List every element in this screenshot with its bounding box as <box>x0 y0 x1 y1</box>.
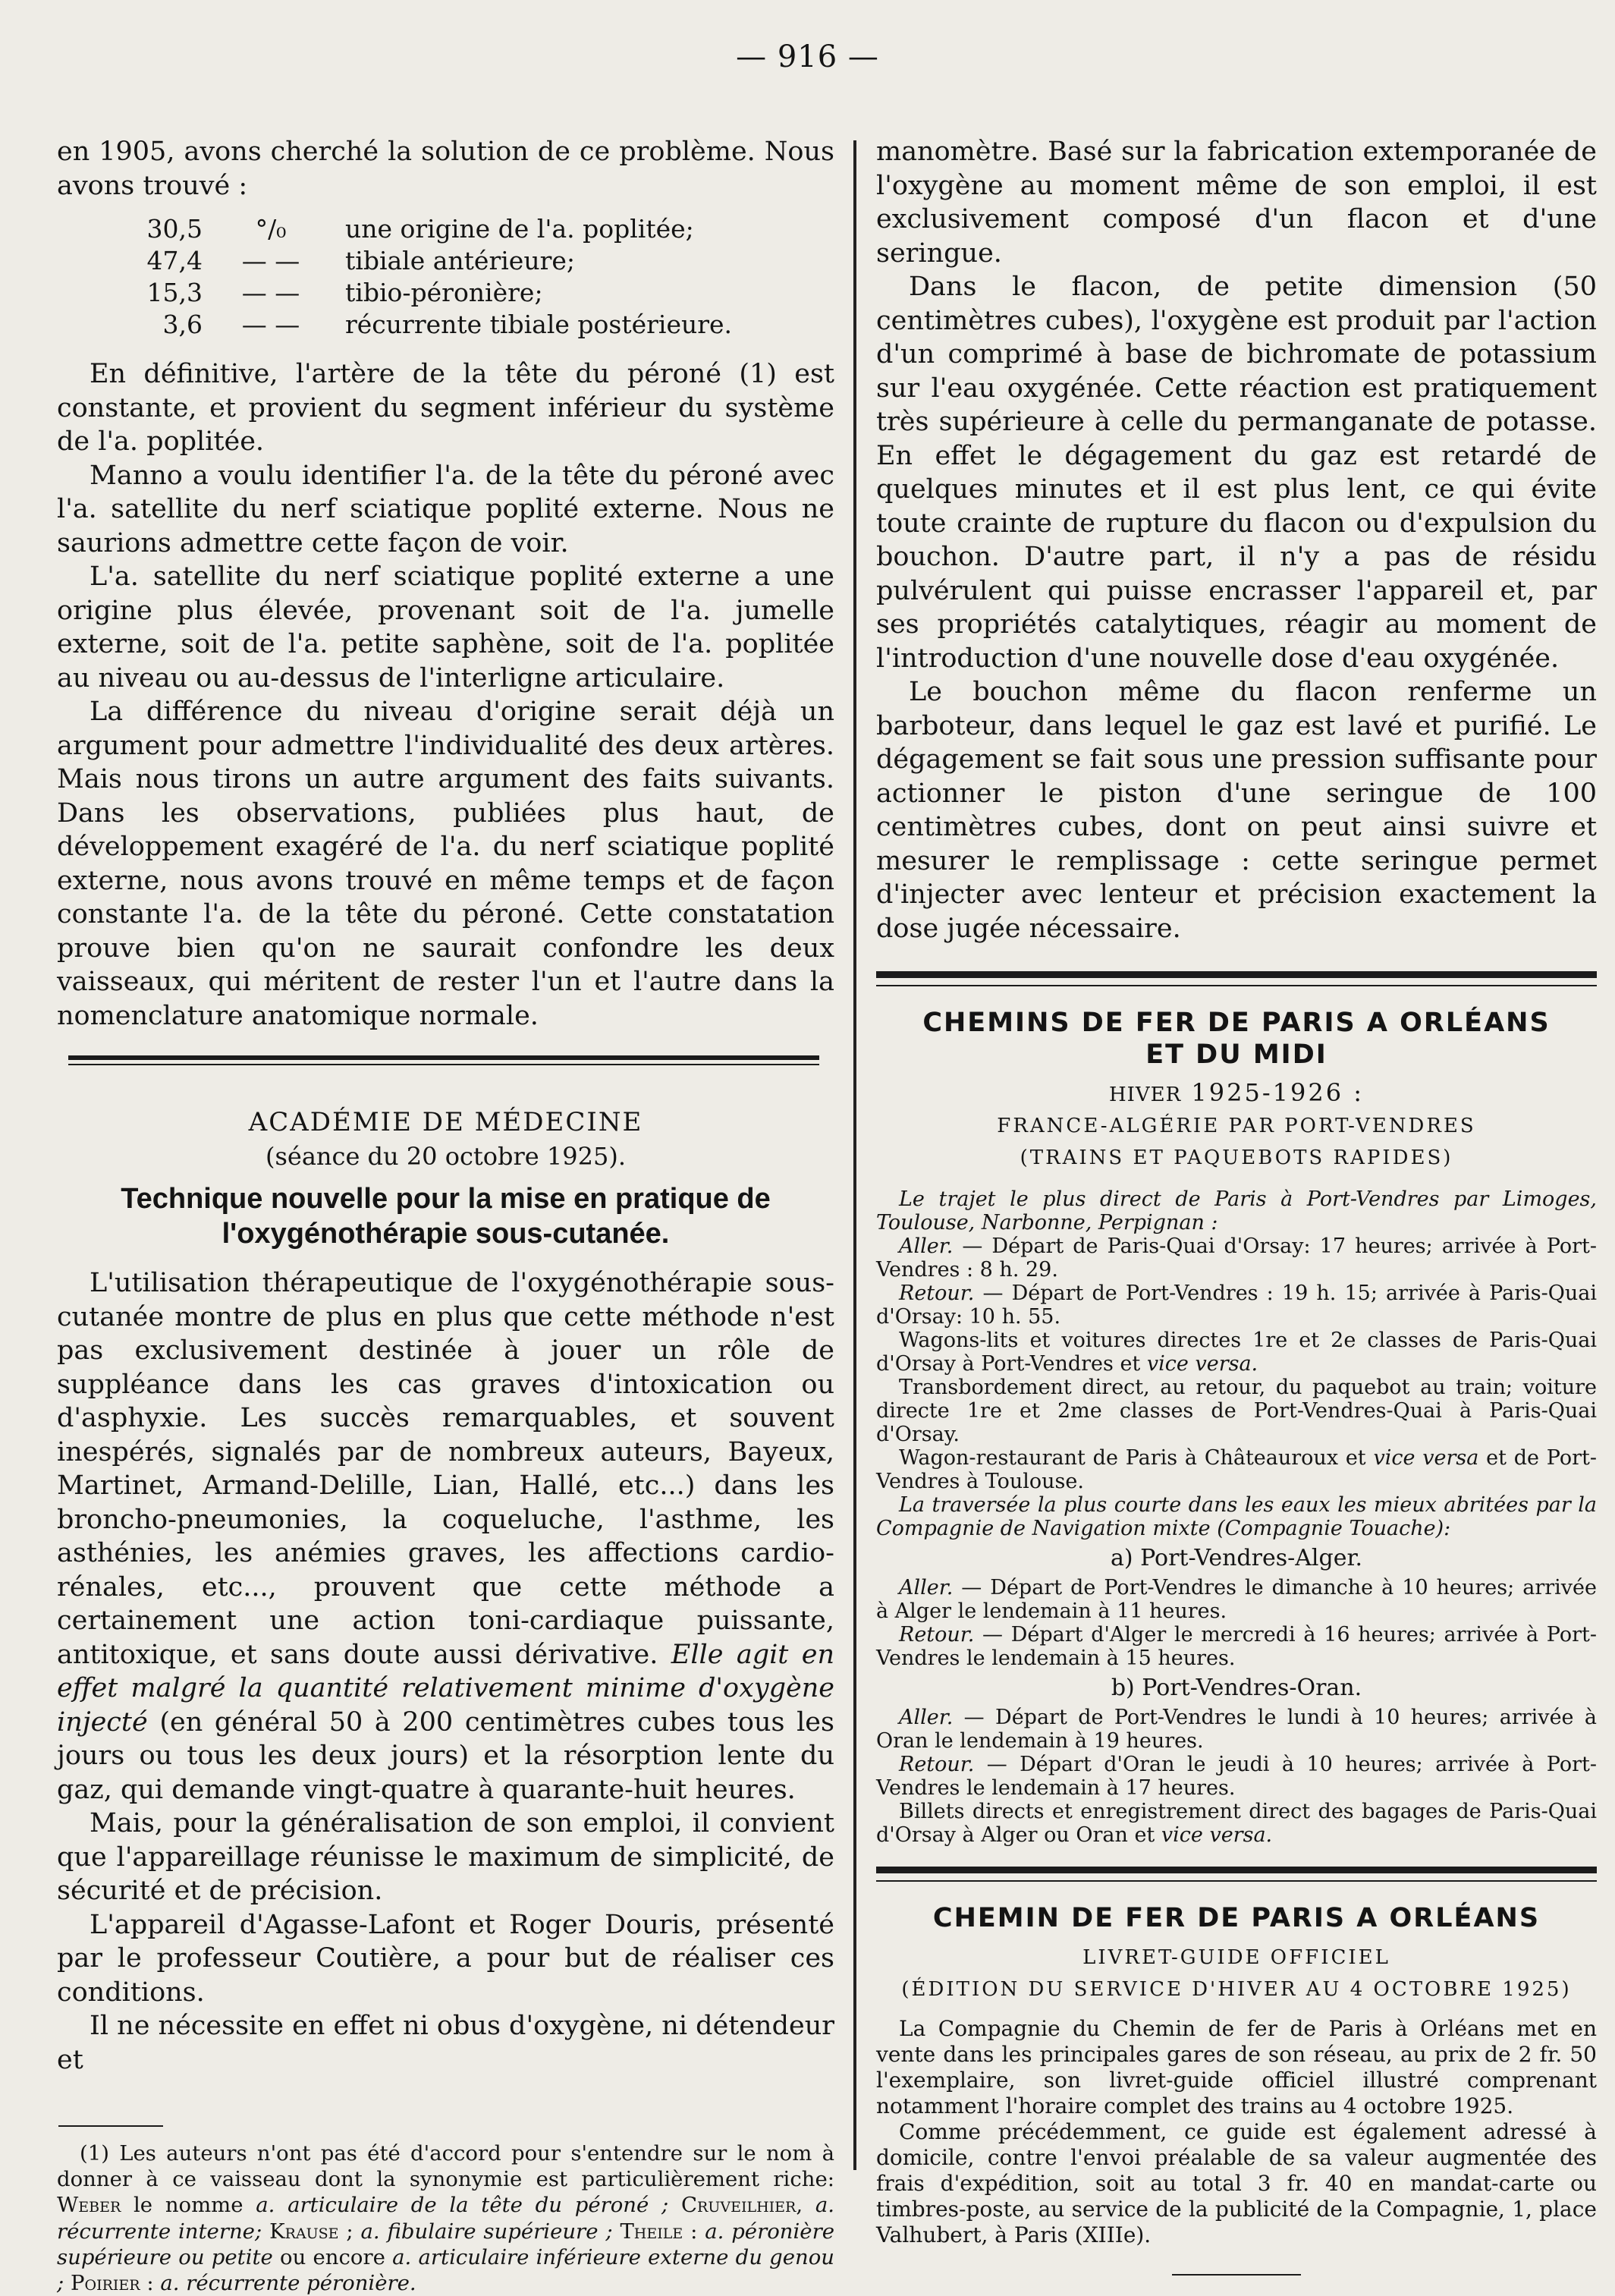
footnote-term: a. articulaire de la tête du péroné ; <box>256 2193 669 2218</box>
author-name: Cruveilhier, <box>681 2193 803 2218</box>
notice-paragraph <box>876 1706 1597 1753</box>
direction-label: Retour. <box>899 1282 975 1305</box>
notice-title: CHEMINS DE FER DE PARIS A ORLÉANS <box>922 1008 1551 1038</box>
table-row <box>127 309 732 341</box>
stat-label: tibio-péronière; <box>345 278 543 307</box>
footnote-text: ou encore <box>280 2244 385 2269</box>
schedule-text: — Départ de Port-Vendres le dimanche à 10 heures; arrivée à Alger le lendemain à 11 heures. <box>876 1576 1597 1623</box>
notice-text: et de Port-Vendres à Toulouse. <box>876 1446 1598 1493</box>
schedule-text: — Départ d'Alger le mercredi à 16 heures; arrivée à Port-Vendres le lendemain à 15 heures. <box>876 1623 1597 1670</box>
stat-percent: 15,3 <box>146 278 203 307</box>
schedule-text: — Départ d'Oran le jeudi à 10 heures; arrivée à Port-Vendres le lendemain à 17 heures. <box>876 1753 1597 1800</box>
article-paragraph: Il ne nécessite en effet ni obus d'oxygène, ni détendeur et <box>57 2011 834 2075</box>
notice-paragraph <box>876 1282 1597 1329</box>
railway-notice-guide <box>876 1902 1597 2276</box>
stat-label: tibiale antérieure; <box>345 246 575 275</box>
footnote-text: le nomme <box>134 2193 244 2218</box>
stat-percent: 3,6 <box>162 310 203 339</box>
footnote <box>57 2140 834 2296</box>
intro-paragraph: en 1905, avons cherché la solution de ce problème. Nous avons trouvé : <box>57 137 834 201</box>
stat-percent: 47,4 <box>146 246 203 275</box>
route-heading: a) Port-Vendres-Alger. <box>1110 1545 1363 1571</box>
notice-paragraph: La traversée la plus courte dans les eaux les mieux abritées par la Compagnie de Navigation mixte (Compagnie Touache): <box>876 1493 1597 1540</box>
column-divider <box>853 140 856 2170</box>
table-row <box>127 277 732 309</box>
notice-paragraph <box>876 1800 1597 1847</box>
stat-percent: 30,5 <box>146 214 203 244</box>
footnote-rule <box>58 2125 163 2127</box>
season-label: HIVER <box>1108 1084 1182 1106</box>
notice-subtitle: (ÉDITION DU SERVICE D'HIVER AU 4 OCTOBRE 1925) <box>901 1978 1572 2001</box>
notice-paragraph: Transbordement direct, au retour, du paquebot au train; voiture directe 1re et 2me classes de Port-Vendres-Quai à Paris-Quai d'Orsay. <box>876 1376 1597 1446</box>
table-row <box>127 213 732 245</box>
article-text: (en général 50 à 200 centimètres cubes tous les jours ou tous les deux jours) et la résorption lente du gaz, qui demande vingt-quatre à quarante-huit heures. <box>57 1706 834 1805</box>
notice-paragraph <box>876 1576 1597 1623</box>
stat-mark: — — <box>241 246 300 275</box>
schedule-text: — Départ de Port-Vendres : 19 h. 15; arrivée à Paris-Quai d'Orsay: 10 h. 55. <box>876 1282 1597 1329</box>
footnote-term: a. récurrente péronière. <box>160 2271 416 2296</box>
notice-italic: vice versa. <box>1146 1352 1258 1376</box>
section-divider <box>876 971 1597 978</box>
author-name: Theile : <box>620 2219 698 2244</box>
notice-paragraph: La Compagnie du Chemin de fer de Paris à Orléans met en vente dans les principales gares de son réseau, au prix de 2 fr. 50 l'exemplaire, son livret-guide officiel illustré comprenant notamment l'horaire complet des trains au 4 octobre 1925. <box>876 2016 1597 2118</box>
paragraph: La différence du niveau d'origine serait déjà un argument pour admettre l'individualité des deux artères. Mais nous tirons un autre argument des faits suivants. Dans les observations, publiées plus haut, de développement exagéré de l'a. du nerf sciatique poplité externe, nous avons trouvé en même temps et de façon constante l'a. de la tête du péroné. Cette constatation prouve bien qu'on ne saurait confondre les deux vaisseaux, qui méritent de rester l'un et l'autre dans la nomenclature anatomique normale. <box>57 697 834 1031</box>
footnote-term: a. fibulaire supérieure ; <box>360 2219 613 2244</box>
stat-mark: °/₀ <box>255 214 287 244</box>
author-name: Krause ; <box>269 2219 353 2244</box>
author-name: Weber <box>57 2193 121 2218</box>
paragraph: En définitive, l'artère de la tête du péroné (1) est constante, et provient du segment inférieur du système de l'a. poplitée. <box>57 359 834 457</box>
footnote-term: a. récurrente interne; <box>57 2193 834 2244</box>
article-title: Technique nouvelle pour la mise en pratique de l'oxygénothérapie sous-cutanée. <box>121 1183 771 1250</box>
article-text: L'utilisation thérapeutique de l'oxygénothérapie sous-cutanée montre de plus en plus que cette méthode n'est pas exclusivement destinée à jouer un rôle de suppléance dans les cas graves d'intoxication ou d'asphyxie. Les succès remarquables, et souvent inespérés, signalés par de nombreux auteurs, Bayeux, Martinet, Armand-Delille, Lian, Hallé, etc...) dans les broncho-pneumonies, la coqueluche, l'asthme, les asthénies, les anémies graves, les affections cardio-rénales, etc..., prouvent que cette méthode a certainement une action toni-cardiaque puissante, antitoxique, et sans doute aussi dérivative. <box>57 1268 834 1670</box>
notice-title: ET DU MIDI <box>1145 1039 1328 1070</box>
article-continuation: manomètre. Basé sur la fabrication extemporanée de l'oxygène au moment même de son emploi, il est exclusivement composé d'un flacon et d'une seringue. <box>876 137 1597 269</box>
article-paragraph: Le bouchon même du flacon renferme un barboteur, dans lequel le gaz est lavé et purifié. Le dégagement se fait sous une pression suffisante pour actionner le piston d'une seringue de 100 centimètres cubes, dont on peut ainsi suivre et mesurer le remplissage : cette seringue permet d'injecter avec lenteur et précision exactement la dose jugée nécessaire. <box>876 677 1597 944</box>
origin-statistics-table <box>127 213 732 341</box>
article-paragraph: Mais, pour la généralisation de son emploi, il convient que l'appareillage réunisse le maximum de simplicité, de sécurité et de précision. <box>57 1808 834 1906</box>
direction-label: Retour. <box>899 1753 975 1776</box>
notice-paragraph <box>876 1623 1597 1670</box>
notice-route-sub: (TRAINS ET PAQUEBOTS RAPIDES) <box>1020 1146 1453 1169</box>
notice-italic: vice versa. <box>1161 1823 1273 1847</box>
section-divider <box>876 1867 1597 1873</box>
end-rule <box>1172 2274 1301 2276</box>
direction-label: Retour. <box>899 1623 975 1647</box>
section-divider <box>68 1055 819 1060</box>
page-number: — 916 — <box>736 39 879 74</box>
notice-season <box>876 1078 1597 1107</box>
stat-label: une origine de l'a. poplitée; <box>345 214 694 244</box>
article-paragraph: Dans le flacon, de petite dimension (50 centimètres cubes), l'oxygène est produit par l'action d'un comprimé à base de bichromate de potassium sur l'eau oxygénée. Cette réaction est pratiquement très supérieure à celle du permanganate de potasse. En effet le dégagement du gaz est retardé de quelques minutes et il est plus lent, ce qui évite toute crainte de rupture du flacon ou d'expulsion du bouchon. D'autre part, il n'y a pas de résidu pulvérulent qui puisse encrasser l'appareil et, par ses propriétés catalytiques, réagir au moment de l'introduction d'une nouvelle dose d'eau oxygénée. <box>876 272 1597 674</box>
notice-paragraph <box>876 1446 1597 1493</box>
direction-label: Aller. <box>899 1576 954 1599</box>
notice-paragraph <box>876 1329 1597 1376</box>
academy-heading: ACADÉMIE DE MÉDECINE <box>248 1107 643 1137</box>
notice-route: FRANCE-ALGÉRIE PAR PORT-VENDRES <box>997 1115 1476 1137</box>
notice-paragraph: Le trajet le plus direct de Paris à Port-Vendres par Limoges, Toulouse, Narbonne, Perpignan : <box>876 1187 1597 1234</box>
notice-italic: vice versa <box>1373 1446 1479 1470</box>
stat-label: récurrente tibiale postérieure. <box>345 310 733 339</box>
stat-mark: — — <box>241 278 300 307</box>
notice-title: CHEMIN DE FER DE PARIS A ORLÉANS <box>932 1903 1541 1933</box>
direction-label: Aller. <box>899 1706 954 1729</box>
article-paragraph <box>57 1266 834 1807</box>
notice-paragraph <box>876 1753 1597 1800</box>
article-italic-text: Elle agit en effet malgré la quantité relativement minime d'oxygène injecté <box>57 1639 834 1738</box>
direction-label: Aller. <box>899 1234 954 1258</box>
academy-session: (séance du 20 octobre 1925). <box>265 1142 626 1171</box>
season-years: 1925-1926 : <box>1191 1078 1365 1107</box>
notice-subtitle: LIVRET-GUIDE OFFICIEL <box>1082 1946 1390 1969</box>
article-paragraph: L'appareil d'Agasse-Lafont et Roger Douris, présenté par le professeur Coutière, a pour but de réaliser ces conditions. <box>57 1909 834 2008</box>
notice-text: Billets directs et enregistrement direct des bagages de Paris-Quai d'Orsay à Alger ou Oran et <box>876 1800 1597 1847</box>
paragraph: Manno a voulu identifier l'a. de la tête du péroné avec l'a. satellite du nerf sciatique poplité externe. Nous ne saurions admettre cette façon de voir. <box>57 460 834 558</box>
footnote-text: (1) Les auteurs n'ont pas été d'accord pour s'entendre sur le nom à donner à ce vaisseau dont la synonymie est particulièrement riche: <box>57 2141 834 2192</box>
schedule-text: — Départ de Paris-Quai d'Orsay: 17 heures; arrivée à Port-Vendres : 8 h. 29. <box>876 1234 1597 1282</box>
footnote-term: a. péronière supérieure ou petite <box>57 2219 834 2269</box>
right-column <box>876 135 1597 2276</box>
left-column <box>57 135 834 2296</box>
notice-paragraph <box>876 1234 1597 1282</box>
footnote-term: a. articulaire inférieure externe du genou ; <box>57 2244 835 2296</box>
route-heading: b) Port-Vendres-Oran. <box>1111 1675 1362 1701</box>
stat-mark: — — <box>241 310 300 339</box>
railway-notice-midi <box>876 1007 1597 1847</box>
table-row <box>127 245 732 277</box>
author-name: Poirier : <box>71 2271 154 2296</box>
notice-paragraph: Comme précédemment, ce guide est également adressé à domicile, contre l'envoi préalable de sa valeur augmentée des frais d'expédition, soit au total 3 fr. 40 en mandat-carte ou timbres-poste, au service de la publicité de la Compagnie, 1, place Valhubert, à Paris (XIIIe). <box>876 2119 1597 2247</box>
notice-text: Wagon-restaurant de Paris à Châteauroux et <box>899 1446 1366 1470</box>
paragraph: L'a. satellite du nerf sciatique poplité externe a une origine plus élevée, provenant soit de l'a. jumelle externe, soit de l'a. petite saphène, soit de l'a. poplitée au niveau ou au-dessus de l'interligne articulaire. <box>57 561 834 694</box>
schedule-text: — Départ de Port-Vendres le lundi à 10 heures; arrivée à Oran le lendemain à 19 heures. <box>876 1706 1597 1753</box>
notice-text: Wagons-lits et voitures directes 1re et 2e classes de Paris-Quai d'Orsay à Port-Vendres et <box>876 1329 1597 1376</box>
